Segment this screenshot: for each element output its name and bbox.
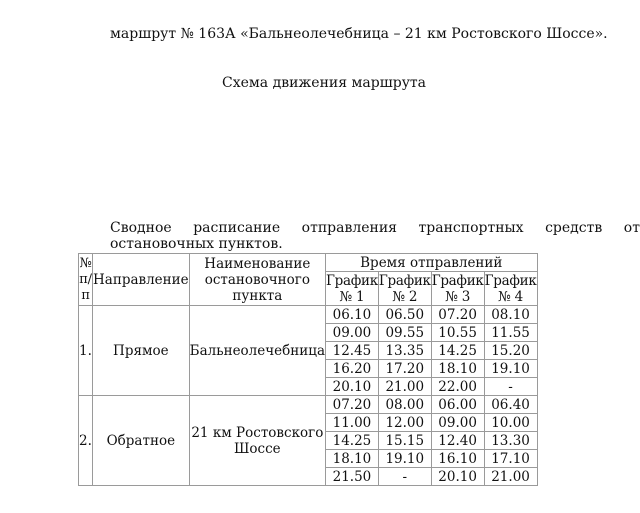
time-cell: 18.10 xyxy=(326,450,379,468)
schedule-header-label: График xyxy=(484,272,537,289)
intro-word: отправления xyxy=(301,220,398,236)
number-header-line: п/ xyxy=(79,271,92,287)
time-cell: 14.25 xyxy=(431,342,484,360)
direction-column-header: Направление xyxy=(93,254,190,306)
time-cell: 06.00 xyxy=(431,396,484,414)
time-cell: 07.20 xyxy=(326,396,379,414)
route-title: маршрут № 163А «Бальнеолечебница – 21 км Ростовского Шоссе». xyxy=(110,26,608,42)
schedule-header-number: № 3 xyxy=(445,288,470,305)
table-row xyxy=(79,396,538,414)
time-cell: 19.10 xyxy=(484,360,537,378)
number-column-header xyxy=(79,254,93,306)
schedule-header-label: График xyxy=(431,272,484,289)
time-cell: 08.00 xyxy=(378,396,431,414)
time-cell: 20.10 xyxy=(326,378,379,396)
time-cell: 12.40 xyxy=(431,432,484,450)
time-cell: 11.55 xyxy=(484,324,537,342)
time-cell: - xyxy=(378,468,431,486)
time-cell: 06.50 xyxy=(378,306,431,324)
departure-time-header: Время отправлений xyxy=(326,254,538,272)
direction-cell: Прямое xyxy=(93,306,190,396)
schedule-header-label: График xyxy=(326,272,378,289)
time-cell: 09.55 xyxy=(378,324,431,342)
number-header-line: № xyxy=(79,255,92,271)
time-cell: 16.10 xyxy=(431,450,484,468)
stop-name-column-header: Наименование остановочного пункта xyxy=(189,254,325,306)
time-cell: 12.00 xyxy=(378,414,431,432)
time-cell: 16.20 xyxy=(326,360,379,378)
schedule-2-header xyxy=(378,272,431,306)
time-cell: 06.10 xyxy=(326,306,379,324)
number-header-line: п xyxy=(81,287,90,303)
table-header-row xyxy=(79,254,538,272)
time-cell: 22.00 xyxy=(431,378,484,396)
stop-name-cell: Бальнеолечебница xyxy=(189,306,325,396)
time-cell: 13.30 xyxy=(484,432,537,450)
schedule-3-header xyxy=(431,272,484,306)
schedule-1-header xyxy=(326,272,379,306)
schedule-header-number: № 1 xyxy=(339,288,365,305)
time-cell: 14.25 xyxy=(326,432,379,450)
intro-word: транспортных xyxy=(418,220,524,236)
time-cell: 15.15 xyxy=(378,432,431,450)
time-cell: 21.00 xyxy=(378,378,431,396)
stop-name-cell: 21 км Ростовского Шоссе xyxy=(189,396,325,486)
schedule-header-number: № 4 xyxy=(498,288,523,305)
time-cell: 21.50 xyxy=(326,468,379,486)
time-cell: 10.55 xyxy=(431,324,484,342)
time-cell: 15.20 xyxy=(484,342,537,360)
time-cell: - xyxy=(484,378,537,396)
time-cell: 09.00 xyxy=(326,324,379,342)
time-cell: 18.10 xyxy=(431,360,484,378)
time-cell: 10.00 xyxy=(484,414,537,432)
time-cell: 11.00 xyxy=(326,414,379,432)
time-cell: 07.20 xyxy=(431,306,484,324)
intro-line-2: остановочных пунктов. xyxy=(110,236,283,252)
time-cell: 12.45 xyxy=(326,342,379,360)
schedule-header-number: № 2 xyxy=(392,288,418,305)
time-cell: 19.10 xyxy=(378,450,431,468)
time-cell: 17.10 xyxy=(484,450,537,468)
intro-line-1 xyxy=(110,220,640,236)
time-cell: 20.10 xyxy=(431,468,484,486)
schedule-header-label: График xyxy=(378,272,431,289)
scheme-title: Схема движения маршрута xyxy=(222,75,427,91)
time-cell: 08.10 xyxy=(484,306,537,324)
schedule-4-header xyxy=(484,272,537,306)
intro-word: средств xyxy=(545,220,603,236)
schedule-intro-paragraph xyxy=(110,220,640,252)
time-cell: 06.40 xyxy=(484,396,537,414)
intro-word: Сводное xyxy=(110,220,172,236)
intro-word: от xyxy=(623,220,640,236)
intro-word: расписание xyxy=(193,220,281,236)
direction-cell: Обратное xyxy=(93,396,190,486)
row-number: 1. xyxy=(79,306,93,396)
schedule-table xyxy=(78,253,538,486)
time-cell: 21.00 xyxy=(484,468,537,486)
row-number: 2. xyxy=(79,396,93,486)
time-cell: 17.20 xyxy=(378,360,431,378)
time-cell: 13.35 xyxy=(378,342,431,360)
time-cell: 09.00 xyxy=(431,414,484,432)
table-row xyxy=(79,306,538,324)
